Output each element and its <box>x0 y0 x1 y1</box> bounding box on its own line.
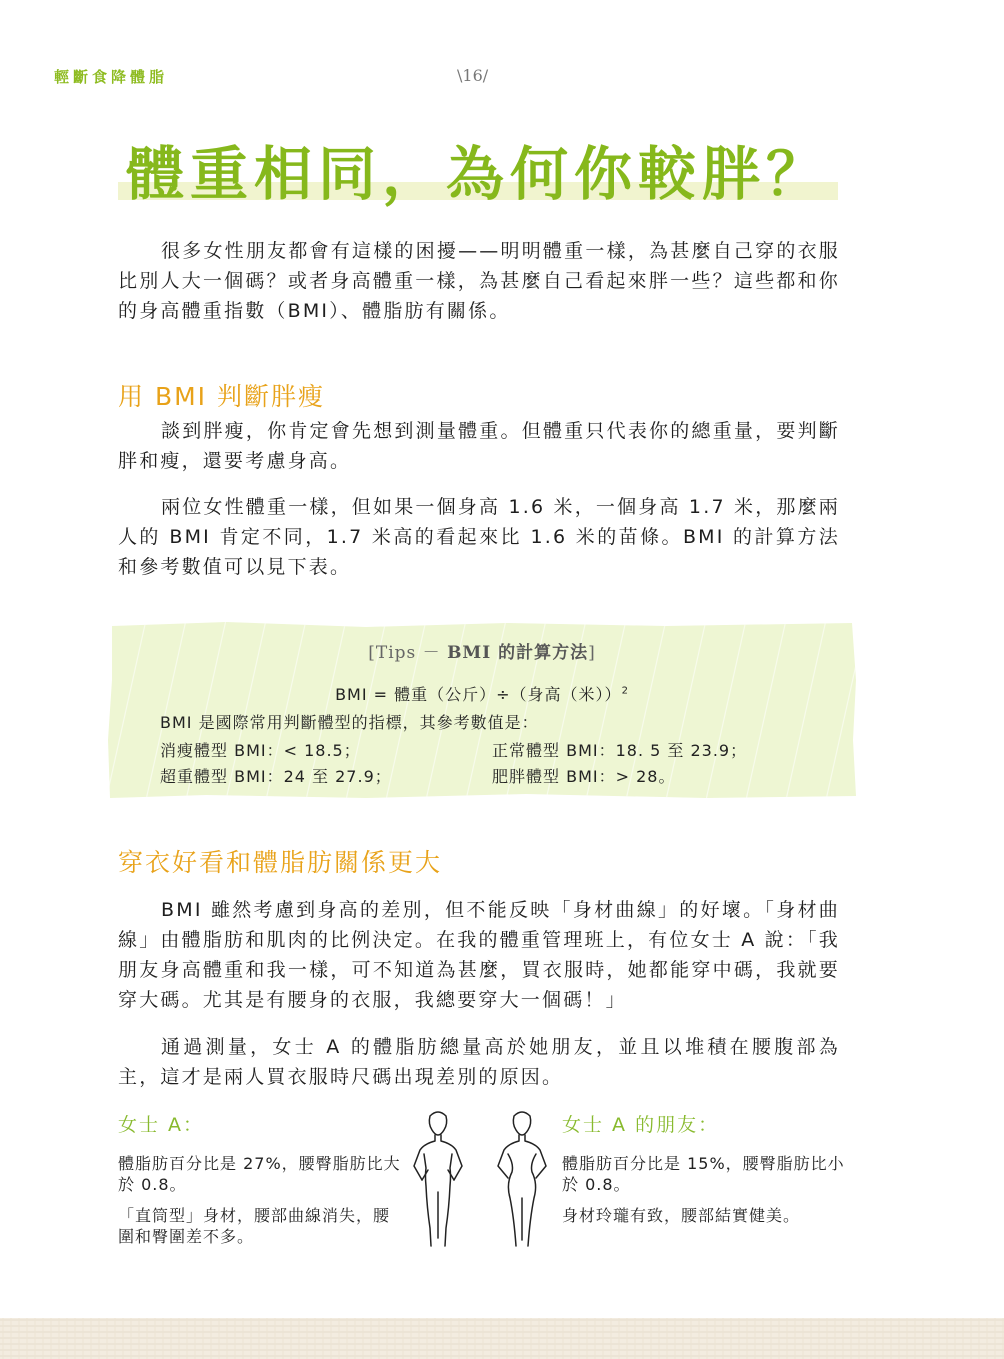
bmi-intro: BMI 是國際常用判斷體型的指標，其參考數值是： <box>160 713 539 732</box>
person-a-line2: 「直筒型」身材，腰部曲線消失，腰圍和臀圍差不多。 <box>118 1206 391 1246</box>
person-b-label: 女士 A 的朋友： <box>562 1114 720 1136</box>
curvy-figure-icon <box>492 1108 552 1250</box>
bmi-underweight: 消瘦體型 BMI：< 18.5； <box>160 741 361 760</box>
book-title: 輕斷食降體脂 <box>54 68 169 86</box>
tips-title-suffix: ] <box>588 643 596 663</box>
person-b-line1: 體脂肪百分比是 15%，腰臀脂肪比小於 0.8。 <box>562 1154 845 1194</box>
intro-paragraph: 很多女性朋友都會有這樣的困擾——明明體重一樣，為甚麼自己穿的衣服比別人大一個碼？或者身高體重一樣，為甚麼自己看起來胖一些？這些都和你的身高體重指數（BMI）、體脂肪有關係。 <box>118 240 840 322</box>
page-title: 體重相同，為何你較胖？ <box>125 140 830 208</box>
person-b-line2: 身材玲瓏有致，腰部結實健美。 <box>562 1206 801 1225</box>
tips-title <box>106 638 858 663</box>
person-a-label: 女士 A： <box>118 1114 205 1136</box>
section2-paragraph-1: BMI 雖然考慮到身高的差別，但不能反映「身材曲線」的好壞。「身材曲線」由體脂肪和肌肉的比例決定。在我的體重管理班上，有位女士 A 說：「我朋友身高體重和我一樣，可不知道為甚麼，買衣服時，她都能穿中碼，我就要穿大碼。尤其是有腰身的衣服，我總要穿大一個碼！」 <box>118 899 840 1011</box>
tips-title-bold: BMI 的計算方法 <box>447 643 589 663</box>
page-number: \16/ <box>457 66 489 85</box>
person-a-line1: 體脂肪百分比是 27%，腰臀脂肪比大於 0.8。 <box>118 1154 401 1194</box>
bmi-obese: 肥胖體型 BMI：> 28。 <box>492 767 676 786</box>
bmi-overweight: 超重體型 BMI：24 至 27.9； <box>160 767 392 786</box>
bmi-formula-exponent: 2 <box>621 685 629 697</box>
section2-paragraph-2: 通過測量，女士 A 的體脂肪總量高於她朋友，並且以堆積在腰腹部為主，這才是兩人買衣服時尺碼出現差別的原因。 <box>118 1036 840 1088</box>
tips-title-prefix: [Tips － <box>368 643 448 663</box>
bmi-formula <box>106 682 858 705</box>
section1-paragraph-2: 兩位女性體重一樣，但如果一個身高 1.6 米，一個身高 1.7 米，那麼兩人的 BMI 肯定不同，1.7 米高的看起來比 1.6 米的苗條。BMI 的計算方法和參考數值可以見下表。 <box>118 496 840 578</box>
section-heading-body-fat: 穿衣好看和體脂肪關係更大 <box>118 848 443 877</box>
bmi-formula-text: BMI = 體重（公斤）÷（身高（米）） <box>335 685 622 704</box>
bottom-texture-strip <box>0 1318 1004 1359</box>
bmi-normal: 正常體型 BMI：18. 5 至 23.9； <box>492 741 748 760</box>
section1-paragraph-1: 談到胖瘦，你肯定會先想到測量體重。但體重只代表你的總重量，要判斷胖和瘦，還要考慮身高。 <box>118 420 840 472</box>
section-heading-bmi: 用 BMI 判斷胖瘦 <box>118 382 325 411</box>
straight-figure-icon <box>408 1108 468 1250</box>
